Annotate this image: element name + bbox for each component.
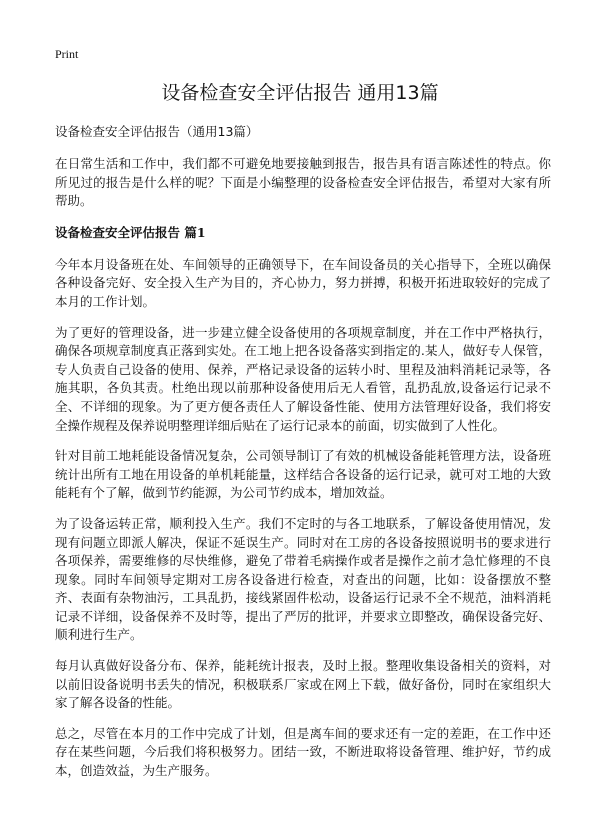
body-paragraph: 为了设备运转正常，顺利投入生产。我们不定时的与各工地联系，了解设备使用情况，发现有问题立即派人解决，保证不延误生产。同时对在工房的各设备按照说明书的要求进行各项保养，需要维修的尽快维修，避免了带着毛病操作或者是操作之前才急忙修理的不良现象。同时车间领导定期对工房各设备进行检查，对查出的问题，比如：设备摆放不整齐、表面有杂物油污，工具乱扔，接线紧固件松动，设备运行记录不全不规范，油料消耗记录不详细，设备保养不及时等，提出了严厉的批评，并要求立即整改，确保设备完好、顺利进行生产。 [55,515,551,643]
body-paragraph: 针对目前工地耗能设备情况复杂，公司领导制订了有效的机械设备能耗管理方法，设备班统计出所有工地在用设备的单机耗能量，这样结合各设备的运行记录，就可对工地的大致能耗有个了解，做到节约能源，为公司节约成本，增加效益。 [55,448,551,501]
page-title: 设备检查安全评估报告 通用13篇 [161,82,439,104]
intro-paragraph: 在日常生活和工作中，我们都不可避免地要接触到报告，报告具有语言陈述性的特点。你所见过的报告是什么样的呢？下面是小编整理的设备检查安全评估报告，希望对大家有所帮助。 [55,156,551,209]
print-link[interactable]: Print [55,47,79,61]
body-paragraph: 总之，尽管在本月的工作中完成了计划，但是离车间的要求还有一定的差距，在工作中还存在某些问题，今后我们将积极努力。团结一致，不断进取将设备管理、维护好，节约成本，创造效益，为生产服务。 [55,725,551,779]
document-subtitle: 设备检查安全评估报告（通用13篇） [55,124,259,139]
body-paragraph: 今年本月设备班在处、车间领导的正确领导下，在车间设备员的关心指导下，全班以确保各种设备完好、安全投入生产为目的，齐心协力，努力拼搏，积极开拓进取较好的完成了本月的工作计划。 [55,256,551,309]
document-body [55,122,551,793]
body-paragraph: 为了更好的管理设备，进一步建立健全设备使用的各项规章制度，并在工作中严格执行，确保各项规章制度真正落到实处。在工地上把各设备落实到指定的.某人，做好专人保管，专人负责自己设备的使用、保养，严格记录设备的运转小时、里程及油料消耗记录等，各施其职，各负其责。杜绝出现以前那种设备使用后无人看管，乱扔乱放,设备运行记录不全、不详细的现象。为了更方便各责任人了解设备性能、使用方法管理好设备，我们将安全操作规程及保养说明整理详细后贴在了运行记录本的前面，切实做到了人性化。 [55,324,551,433]
section-heading: 设备检查安全评估报告 篇1 [55,224,206,240]
body-paragraph: 每月认真做好设备分布、保养，能耗统计报表，及时上报。整理收集设备相关的资料，对以前旧设备说明书丢失的情况，积极联系厂家或在网上下载，做好备份，同时在家组织大家了解各设备的性能。 [55,658,551,711]
